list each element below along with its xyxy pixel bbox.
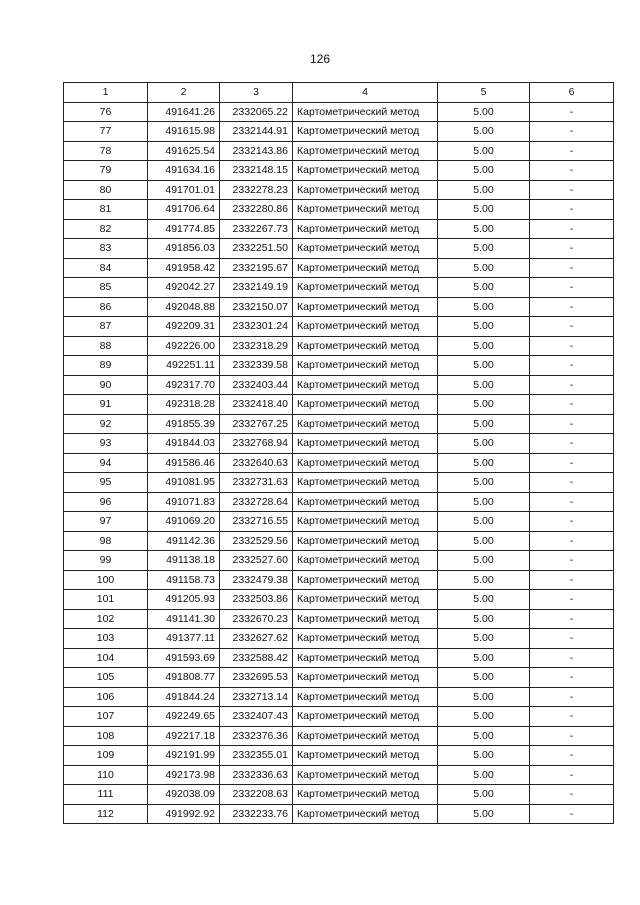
note-cell: -	[530, 122, 614, 142]
table-row	[64, 375, 614, 395]
x-coordinate-cell: 491844.03	[148, 434, 220, 454]
table-row	[64, 629, 614, 649]
x-coordinate-cell: 492042.27	[148, 278, 220, 298]
method-cell: Картометрический метод	[293, 492, 438, 512]
note-cell: -	[530, 219, 614, 239]
point-number-cell: 107	[64, 707, 148, 727]
method-cell: Картометрический метод	[293, 609, 438, 629]
point-number-cell: 100	[64, 570, 148, 590]
note-cell: -	[530, 726, 614, 746]
coordinates-table	[63, 82, 614, 824]
method-cell: Картометрический метод	[293, 570, 438, 590]
x-coordinate-cell: 491808.77	[148, 668, 220, 688]
method-cell: Картометрический метод	[293, 434, 438, 454]
y-coordinate-cell: 2332640.63	[220, 453, 293, 473]
column-header: 6	[530, 83, 614, 103]
y-coordinate-cell: 2332251.50	[220, 239, 293, 259]
table-row	[64, 200, 614, 220]
x-coordinate-cell: 491625.54	[148, 141, 220, 161]
note-cell: -	[530, 629, 614, 649]
point-number-cell: 80	[64, 180, 148, 200]
note-cell: -	[530, 375, 614, 395]
table-row	[64, 122, 614, 142]
note-cell: -	[530, 804, 614, 824]
table-row	[64, 278, 614, 298]
method-cell: Картометрический метод	[293, 219, 438, 239]
x-coordinate-cell: 491141.30	[148, 609, 220, 629]
note-cell: -	[530, 239, 614, 259]
accuracy-cell: 5.00	[438, 414, 530, 434]
y-coordinate-cell: 2332065.22	[220, 102, 293, 122]
y-coordinate-cell: 2332695.53	[220, 668, 293, 688]
accuracy-cell: 5.00	[438, 278, 530, 298]
note-cell: -	[530, 200, 614, 220]
point-number-cell: 106	[64, 687, 148, 707]
method-cell: Картометрический метод	[293, 668, 438, 688]
y-coordinate-cell: 2332233.76	[220, 804, 293, 824]
y-coordinate-cell: 2332768.94	[220, 434, 293, 454]
y-coordinate-cell: 2332527.60	[220, 551, 293, 571]
y-coordinate-cell: 2332588.42	[220, 648, 293, 668]
point-number-cell: 111	[64, 785, 148, 805]
table-row	[64, 414, 614, 434]
method-cell: Картометрический метод	[293, 629, 438, 649]
x-coordinate-cell: 491138.18	[148, 551, 220, 571]
point-number-cell: 76	[64, 102, 148, 122]
x-coordinate-cell: 491071.83	[148, 492, 220, 512]
y-coordinate-cell: 2332148.15	[220, 161, 293, 181]
note-cell: -	[530, 453, 614, 473]
note-cell: -	[530, 336, 614, 356]
table-row	[64, 297, 614, 317]
point-number-cell: 89	[64, 356, 148, 376]
table-row	[64, 356, 614, 376]
note-cell: -	[530, 395, 614, 415]
table-row	[64, 609, 614, 629]
method-cell: Картометрический метод	[293, 297, 438, 317]
page-number: 126	[309, 52, 331, 66]
y-coordinate-cell: 2332195.67	[220, 258, 293, 278]
x-coordinate-cell: 491856.03	[148, 239, 220, 259]
point-number-cell: 86	[64, 297, 148, 317]
point-number-cell: 97	[64, 512, 148, 532]
point-number-cell: 85	[64, 278, 148, 298]
note-cell: -	[530, 531, 614, 551]
x-coordinate-cell: 491586.46	[148, 453, 220, 473]
x-coordinate-cell: 491069.20	[148, 512, 220, 532]
point-number-cell: 102	[64, 609, 148, 629]
table-row	[64, 161, 614, 181]
x-coordinate-cell: 491081.95	[148, 473, 220, 493]
note-cell: -	[530, 356, 614, 376]
table-row	[64, 336, 614, 356]
accuracy-cell: 5.00	[438, 668, 530, 688]
note-cell: -	[530, 746, 614, 766]
note-cell: -	[530, 180, 614, 200]
y-coordinate-cell: 2332731.63	[220, 473, 293, 493]
method-cell: Картометрический метод	[293, 375, 438, 395]
x-coordinate-cell: 491593.69	[148, 648, 220, 668]
point-number-cell: 110	[64, 765, 148, 785]
table-row	[64, 551, 614, 571]
method-cell: Картометрический метод	[293, 785, 438, 805]
accuracy-cell: 5.00	[438, 434, 530, 454]
method-cell: Картометрический метод	[293, 239, 438, 259]
y-coordinate-cell: 2332407.43	[220, 707, 293, 727]
point-number-cell: 98	[64, 531, 148, 551]
table-header-row	[64, 83, 614, 103]
note-cell: -	[530, 785, 614, 805]
accuracy-cell: 5.00	[438, 590, 530, 610]
accuracy-cell: 5.00	[438, 746, 530, 766]
y-coordinate-cell: 2332529.56	[220, 531, 293, 551]
x-coordinate-cell: 492173.98	[148, 765, 220, 785]
y-coordinate-cell: 2332627.62	[220, 629, 293, 649]
note-cell: -	[530, 765, 614, 785]
table-row	[64, 473, 614, 493]
x-coordinate-cell: 491205.93	[148, 590, 220, 610]
table-row	[64, 219, 614, 239]
x-coordinate-cell: 492209.31	[148, 317, 220, 337]
x-coordinate-cell: 491377.11	[148, 629, 220, 649]
column-header: 1	[64, 83, 148, 103]
accuracy-cell: 5.00	[438, 239, 530, 259]
x-coordinate-cell: 492226.00	[148, 336, 220, 356]
point-number-cell: 77	[64, 122, 148, 142]
table-row	[64, 590, 614, 610]
x-coordinate-cell: 492317.70	[148, 375, 220, 395]
y-coordinate-cell: 2332403.44	[220, 375, 293, 395]
accuracy-cell: 5.00	[438, 375, 530, 395]
point-number-cell: 91	[64, 395, 148, 415]
accuracy-cell: 5.00	[438, 219, 530, 239]
y-coordinate-cell: 2332479.38	[220, 570, 293, 590]
x-coordinate-cell: 491844.24	[148, 687, 220, 707]
method-cell: Картометрический метод	[293, 336, 438, 356]
point-number-cell: 94	[64, 453, 148, 473]
point-number-cell: 112	[64, 804, 148, 824]
point-number-cell: 95	[64, 473, 148, 493]
accuracy-cell: 5.00	[438, 102, 530, 122]
accuracy-cell: 5.00	[438, 161, 530, 181]
table-row	[64, 258, 614, 278]
accuracy-cell: 5.00	[438, 122, 530, 142]
point-number-cell: 101	[64, 590, 148, 610]
x-coordinate-cell: 491142.36	[148, 531, 220, 551]
note-cell: -	[530, 707, 614, 727]
x-coordinate-cell: 491774.85	[148, 219, 220, 239]
note-cell: -	[530, 434, 614, 454]
x-coordinate-cell: 492191.99	[148, 746, 220, 766]
point-number-cell: 83	[64, 239, 148, 259]
table-row	[64, 512, 614, 532]
accuracy-cell: 5.00	[438, 512, 530, 532]
x-coordinate-cell: 492251.11	[148, 356, 220, 376]
y-coordinate-cell: 2332318.29	[220, 336, 293, 356]
table-row	[64, 492, 614, 512]
method-cell: Картометрический метод	[293, 453, 438, 473]
method-cell: Картометрический метод	[293, 590, 438, 610]
y-coordinate-cell: 2332149.19	[220, 278, 293, 298]
accuracy-cell: 5.00	[438, 785, 530, 805]
method-cell: Картометрический метод	[293, 161, 438, 181]
column-header: 2	[148, 83, 220, 103]
point-number-cell: 104	[64, 648, 148, 668]
note-cell: -	[530, 590, 614, 610]
method-cell: Картометрический метод	[293, 726, 438, 746]
table-row	[64, 239, 614, 259]
accuracy-cell: 5.00	[438, 551, 530, 571]
y-coordinate-cell: 2332267.73	[220, 219, 293, 239]
x-coordinate-cell: 492318.28	[148, 395, 220, 415]
accuracy-cell: 5.00	[438, 765, 530, 785]
table-row	[64, 726, 614, 746]
accuracy-cell: 5.00	[438, 336, 530, 356]
table-row	[64, 648, 614, 668]
accuracy-cell: 5.00	[438, 629, 530, 649]
x-coordinate-cell: 491701.01	[148, 180, 220, 200]
x-coordinate-cell: 492038.09	[148, 785, 220, 805]
accuracy-cell: 5.00	[438, 395, 530, 415]
note-cell: -	[530, 648, 614, 668]
y-coordinate-cell: 2332339.58	[220, 356, 293, 376]
note-cell: -	[530, 473, 614, 493]
method-cell: Картометрический метод	[293, 141, 438, 161]
table-row	[64, 687, 614, 707]
note-cell: -	[530, 668, 614, 688]
note-cell: -	[530, 570, 614, 590]
accuracy-cell: 5.00	[438, 356, 530, 376]
y-coordinate-cell: 2332208.63	[220, 785, 293, 805]
point-number-cell: 87	[64, 317, 148, 337]
method-cell: Картометрический метод	[293, 395, 438, 415]
table-row	[64, 141, 614, 161]
point-number-cell: 79	[64, 161, 148, 181]
note-cell: -	[530, 492, 614, 512]
method-cell: Картометрический метод	[293, 746, 438, 766]
point-number-cell: 88	[64, 336, 148, 356]
x-coordinate-cell: 492048.88	[148, 297, 220, 317]
method-cell: Картометрический метод	[293, 356, 438, 376]
y-coordinate-cell: 2332143.86	[220, 141, 293, 161]
accuracy-cell: 5.00	[438, 473, 530, 493]
table-row	[64, 668, 614, 688]
y-coordinate-cell: 2332144.91	[220, 122, 293, 142]
y-coordinate-cell: 2332716.55	[220, 512, 293, 532]
x-coordinate-cell: 492249.65	[148, 707, 220, 727]
point-number-cell: 84	[64, 258, 148, 278]
table-row	[64, 804, 614, 824]
column-header: 5	[438, 83, 530, 103]
note-cell: -	[530, 317, 614, 337]
column-header: 4	[293, 83, 438, 103]
accuracy-cell: 5.00	[438, 804, 530, 824]
table-row	[64, 317, 614, 337]
method-cell: Картометрический метод	[293, 414, 438, 434]
y-coordinate-cell: 2332713.14	[220, 687, 293, 707]
table-row	[64, 180, 614, 200]
method-cell: Картометрический метод	[293, 258, 438, 278]
x-coordinate-cell: 491641.26	[148, 102, 220, 122]
y-coordinate-cell: 2332767.25	[220, 414, 293, 434]
method-cell: Картометрический метод	[293, 707, 438, 727]
column-header: 3	[220, 83, 293, 103]
x-coordinate-cell: 491615.98	[148, 122, 220, 142]
note-cell: -	[530, 141, 614, 161]
y-coordinate-cell: 2332301.24	[220, 317, 293, 337]
note-cell: -	[530, 278, 614, 298]
accuracy-cell: 5.00	[438, 570, 530, 590]
accuracy-cell: 5.00	[438, 531, 530, 551]
x-coordinate-cell: 492217.18	[148, 726, 220, 746]
table-row	[64, 453, 614, 473]
x-coordinate-cell: 491706.64	[148, 200, 220, 220]
table-row	[64, 765, 614, 785]
point-number-cell: 96	[64, 492, 148, 512]
x-coordinate-cell: 491634.16	[148, 161, 220, 181]
note-cell: -	[530, 102, 614, 122]
point-number-cell: 99	[64, 551, 148, 571]
y-coordinate-cell: 2332150.07	[220, 297, 293, 317]
table-row	[64, 531, 614, 551]
accuracy-cell: 5.00	[438, 453, 530, 473]
method-cell: Картометрический метод	[293, 102, 438, 122]
x-coordinate-cell: 491992.92	[148, 804, 220, 824]
x-coordinate-cell: 491855.39	[148, 414, 220, 434]
accuracy-cell: 5.00	[438, 317, 530, 337]
y-coordinate-cell: 2332418.40	[220, 395, 293, 415]
note-cell: -	[530, 551, 614, 571]
table-row	[64, 746, 614, 766]
accuracy-cell: 5.00	[438, 707, 530, 727]
point-number-cell: 81	[64, 200, 148, 220]
accuracy-cell: 5.00	[438, 492, 530, 512]
method-cell: Картометрический метод	[293, 531, 438, 551]
note-cell: -	[530, 609, 614, 629]
y-coordinate-cell: 2332376.36	[220, 726, 293, 746]
y-coordinate-cell: 2332336.63	[220, 765, 293, 785]
y-coordinate-cell: 2332728.64	[220, 492, 293, 512]
method-cell: Картометрический метод	[293, 473, 438, 493]
point-number-cell: 105	[64, 668, 148, 688]
method-cell: Картометрический метод	[293, 687, 438, 707]
point-number-cell: 93	[64, 434, 148, 454]
point-number-cell: 103	[64, 629, 148, 649]
accuracy-cell: 5.00	[438, 648, 530, 668]
method-cell: Картометрический метод	[293, 512, 438, 532]
note-cell: -	[530, 687, 614, 707]
table-row	[64, 570, 614, 590]
y-coordinate-cell: 2332278.23	[220, 180, 293, 200]
method-cell: Картометрический метод	[293, 200, 438, 220]
table-body	[64, 102, 614, 824]
method-cell: Картометрический метод	[293, 765, 438, 785]
method-cell: Картометрический метод	[293, 648, 438, 668]
table-row	[64, 434, 614, 454]
method-cell: Картометрический метод	[293, 122, 438, 142]
accuracy-cell: 5.00	[438, 200, 530, 220]
note-cell: -	[530, 297, 614, 317]
table-row	[64, 102, 614, 122]
method-cell: Картометрический метод	[293, 278, 438, 298]
point-number-cell: 78	[64, 141, 148, 161]
y-coordinate-cell: 2332503.86	[220, 590, 293, 610]
y-coordinate-cell: 2332355.01	[220, 746, 293, 766]
accuracy-cell: 5.00	[438, 141, 530, 161]
accuracy-cell: 5.00	[438, 180, 530, 200]
method-cell: Картометрический метод	[293, 551, 438, 571]
accuracy-cell: 5.00	[438, 297, 530, 317]
method-cell: Картометрический метод	[293, 804, 438, 824]
y-coordinate-cell: 2332280.86	[220, 200, 293, 220]
point-number-cell: 82	[64, 219, 148, 239]
accuracy-cell: 5.00	[438, 609, 530, 629]
method-cell: Картометрический метод	[293, 180, 438, 200]
point-number-cell: 90	[64, 375, 148, 395]
table-row	[64, 395, 614, 415]
table-row	[64, 707, 614, 727]
note-cell: -	[530, 161, 614, 181]
x-coordinate-cell: 491158.73	[148, 570, 220, 590]
method-cell: Картометрический метод	[293, 317, 438, 337]
accuracy-cell: 5.00	[438, 726, 530, 746]
y-coordinate-cell: 2332670.23	[220, 609, 293, 629]
note-cell: -	[530, 414, 614, 434]
point-number-cell: 92	[64, 414, 148, 434]
accuracy-cell: 5.00	[438, 687, 530, 707]
note-cell: -	[530, 512, 614, 532]
accuracy-cell: 5.00	[438, 258, 530, 278]
x-coordinate-cell: 491958.42	[148, 258, 220, 278]
point-number-cell: 108	[64, 726, 148, 746]
note-cell: -	[530, 258, 614, 278]
point-number-cell: 109	[64, 746, 148, 766]
table-row	[64, 785, 614, 805]
